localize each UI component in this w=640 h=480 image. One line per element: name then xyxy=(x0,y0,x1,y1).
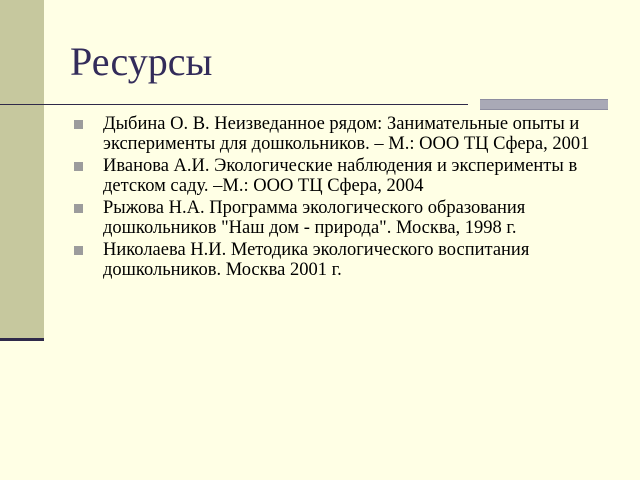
square-bullet-icon xyxy=(74,246,83,255)
square-bullet-icon xyxy=(74,204,83,213)
title-accent-bar xyxy=(480,99,608,110)
list-item-text: Дыбина О. В. Неизведанное рядом: Занимательные опыты и эксперименты для дошкольников. – М.: ООО ТЦ Сфера, 2001 xyxy=(103,114,590,154)
list-item xyxy=(70,114,615,154)
square-bullet-icon xyxy=(74,162,83,171)
list-item-text: Рыжова Н.А. Программа экологического образования дошкольников "Наш дом - природа". Москва, 1998 г. xyxy=(103,198,526,238)
list-item xyxy=(70,156,615,196)
side-band-edge xyxy=(0,338,44,341)
side-band xyxy=(0,0,44,338)
list-item xyxy=(70,240,615,280)
list-item-text: Николаева Н.И. Методика экологического воспитания дошкольников. Москва 2001 г. xyxy=(103,240,530,280)
list-item-text: Иванова А.И. Экологические наблюдения и эксперименты в детском саду. –М.: ООО ТЦ Сфера, 2004 xyxy=(103,156,578,196)
square-bullet-icon xyxy=(74,120,83,129)
resource-list xyxy=(70,114,615,282)
title-divider xyxy=(0,104,468,105)
slide-title: Ресурсы xyxy=(70,39,213,84)
list-item xyxy=(70,198,615,238)
